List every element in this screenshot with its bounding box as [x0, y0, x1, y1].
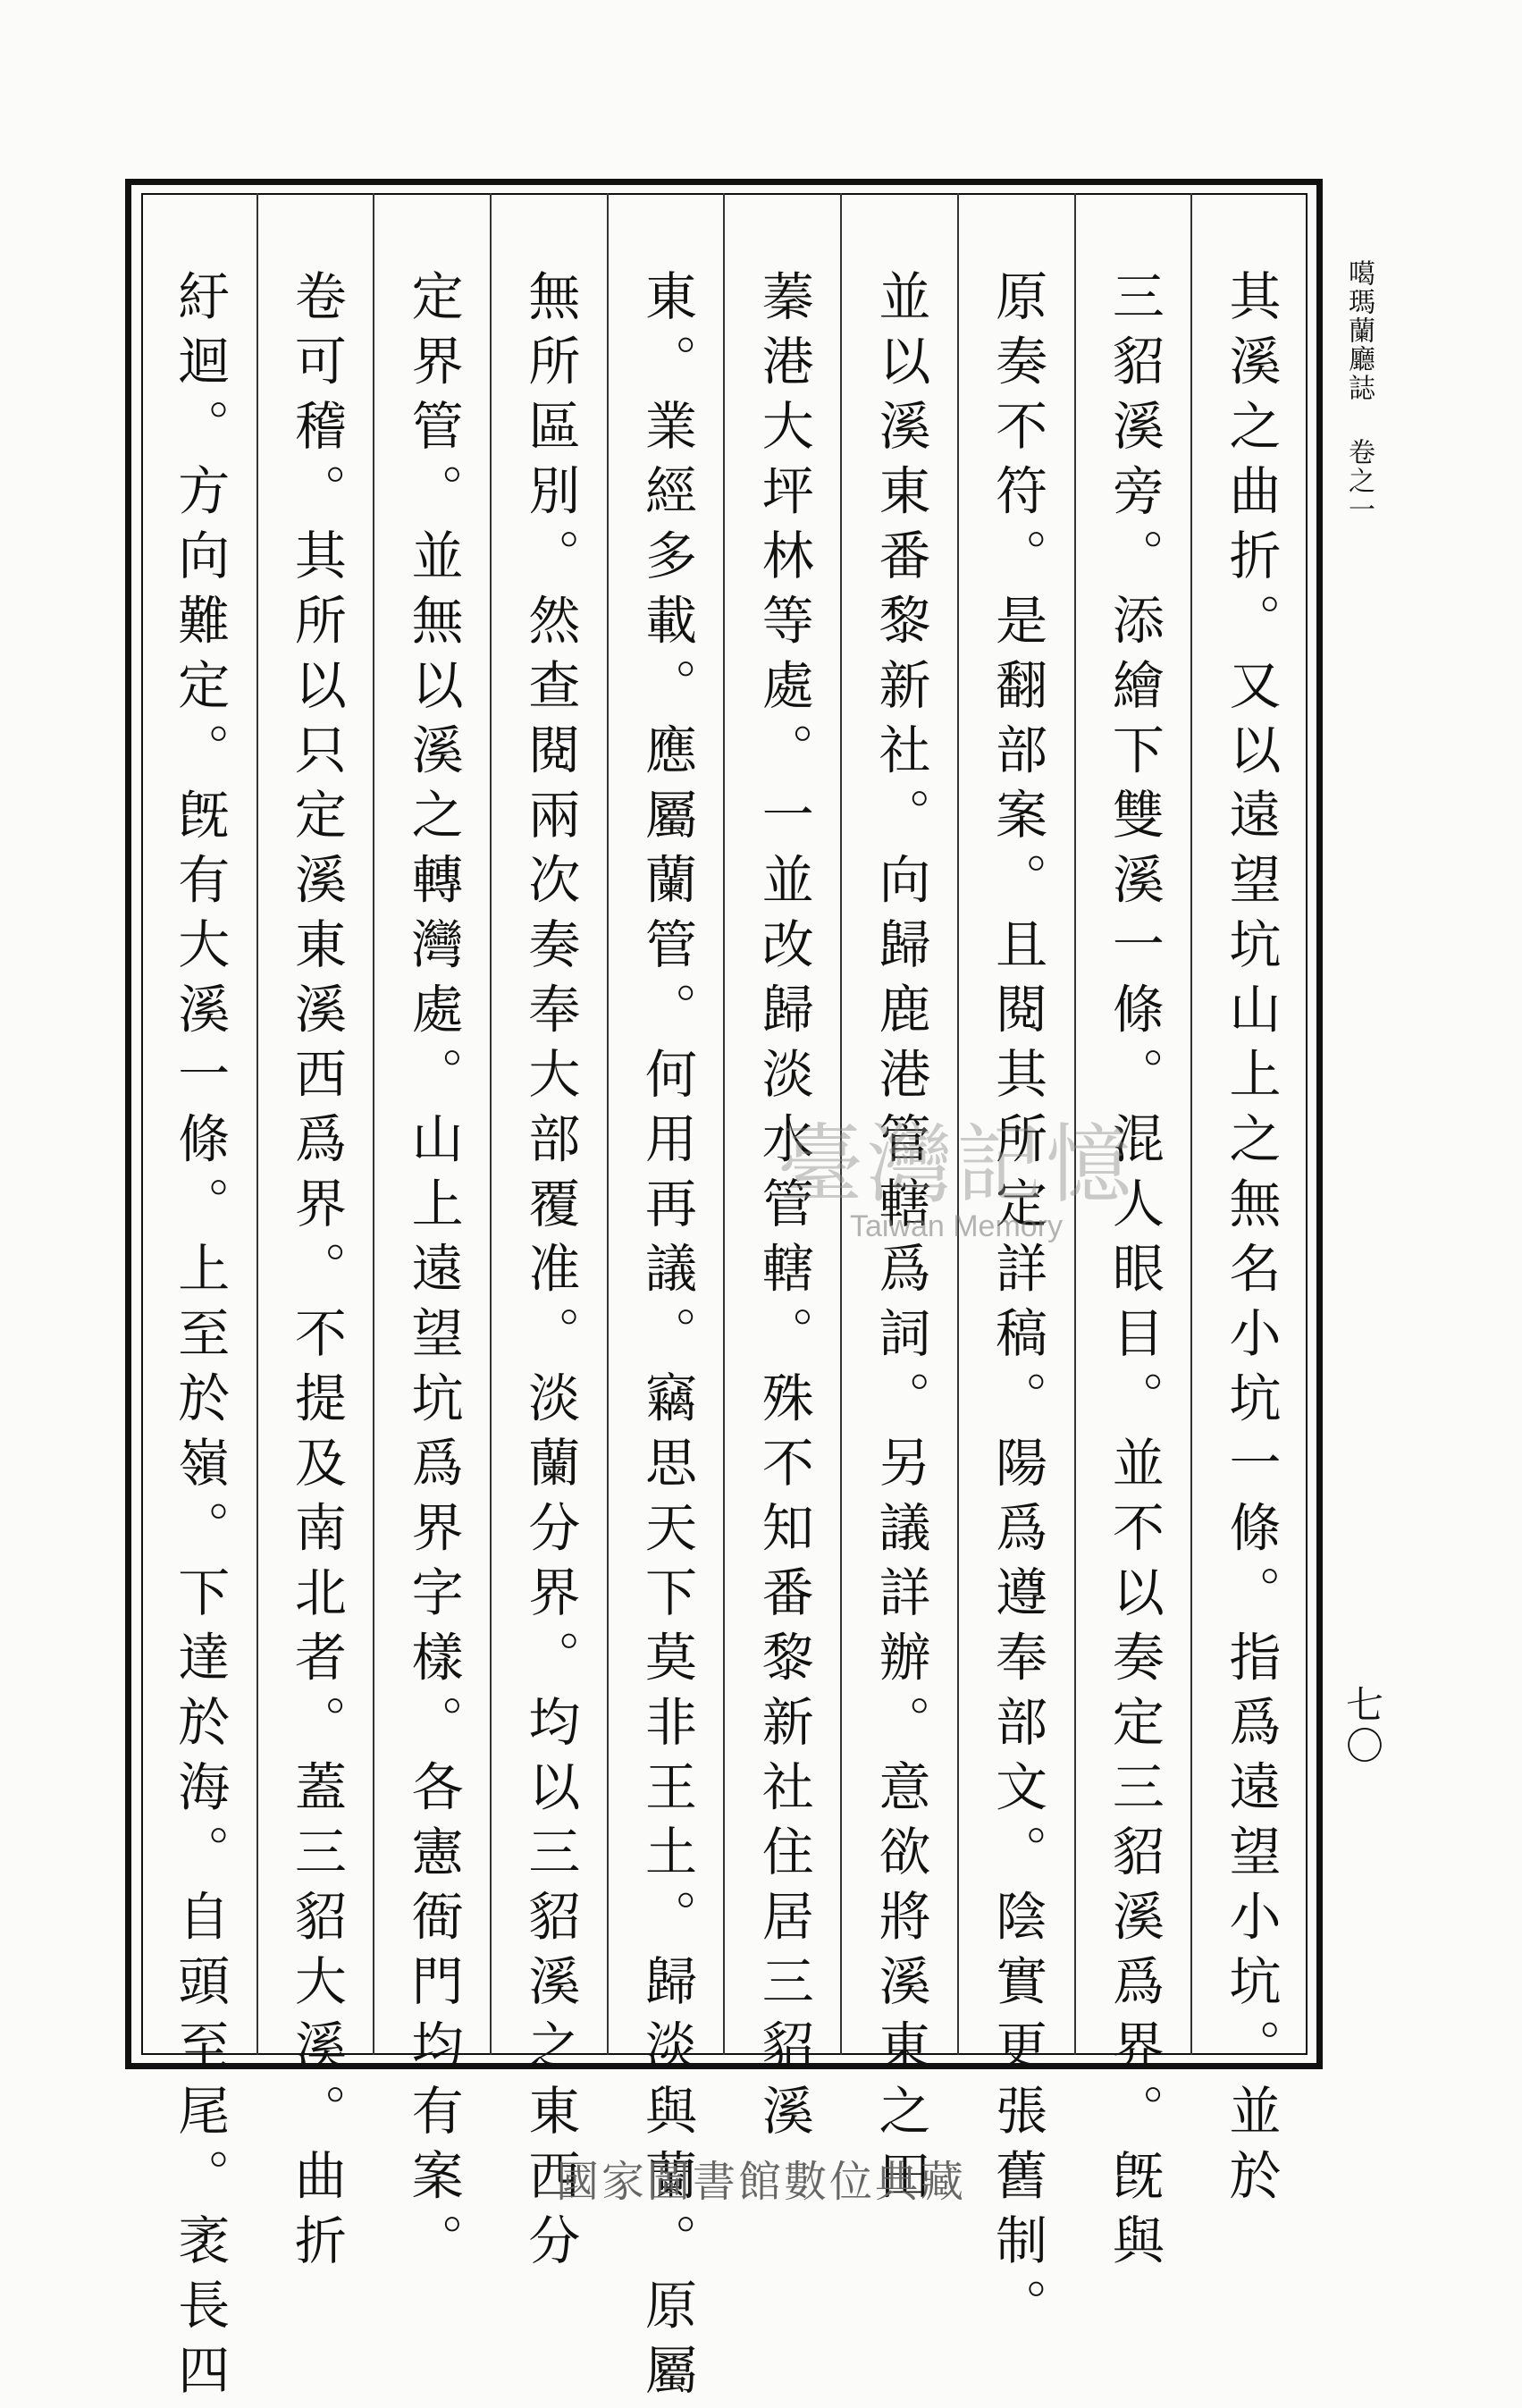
column-text: 卷可稽。其所以只定溪東溪西爲界。不提及南北者。蓋三貂大溪。曲折	[285, 269, 347, 2278]
watermark-chinese: 臺灣記憶	[778, 1115, 1135, 1215]
column-text: 蓁港大坪林等處。一並改歸淡水管轄。殊不知番黎新社住居三貂溪	[753, 269, 814, 2149]
text-column	[607, 193, 724, 2408]
text-column	[490, 193, 607, 2278]
text-column	[1190, 193, 1308, 2213]
footer-credit: 國家圖書館數位典藏	[555, 2157, 966, 2207]
column-text: 定界管。並無以溪之轉灣處。山上遠望坑爲界字樣。各憲衙門均有案。	[402, 269, 464, 2278]
watermark-logo	[778, 1115, 1135, 1244]
column-text: 其溪之曲折。又以遠望坑山上之無名小坑一條。指爲遠望小坑。並於	[1220, 269, 1282, 2213]
text-column	[141, 193, 256, 2408]
column-text: 原奏不符。是翻部案。且閱其所定詳稿。陽爲遵奉部文。陰實更張舊制。	[987, 269, 1048, 2343]
watermark-english: Taiwan Memory	[849, 1209, 1064, 1243]
running-head	[1339, 259, 1378, 524]
book-title: 噶瑪蘭廳誌	[1343, 259, 1375, 402]
text-column	[256, 193, 374, 2278]
page-number: 七〇	[1341, 1685, 1384, 1767]
column-text: 紆迴。方向難定。旣有大溪一條。上至於嶺。下達於海。自頭至尾。袤長四	[169, 269, 231, 2408]
column-text: 並以溪東番黎新社。向歸鹿港管轄爲詞。另議詳辦。意欲將溪東之田	[870, 269, 931, 2213]
column-text: 無所區別。然查閱兩次奏奉大部覆准。淡蘭分界。均以三貂溪之東西分	[519, 269, 581, 2278]
column-text: 東。業經多載。應屬蘭管。何用再議。竊思天下莫非王土。歸淡與蘭。原屬	[636, 269, 698, 2408]
column-text: 三貂溪旁。添繪下雙溪一條。混人眼目。並不以奏定三貂溪爲界。旣與	[1103, 269, 1165, 2278]
volume-label: 卷之一	[1343, 438, 1375, 524]
text-column	[373, 193, 490, 2278]
